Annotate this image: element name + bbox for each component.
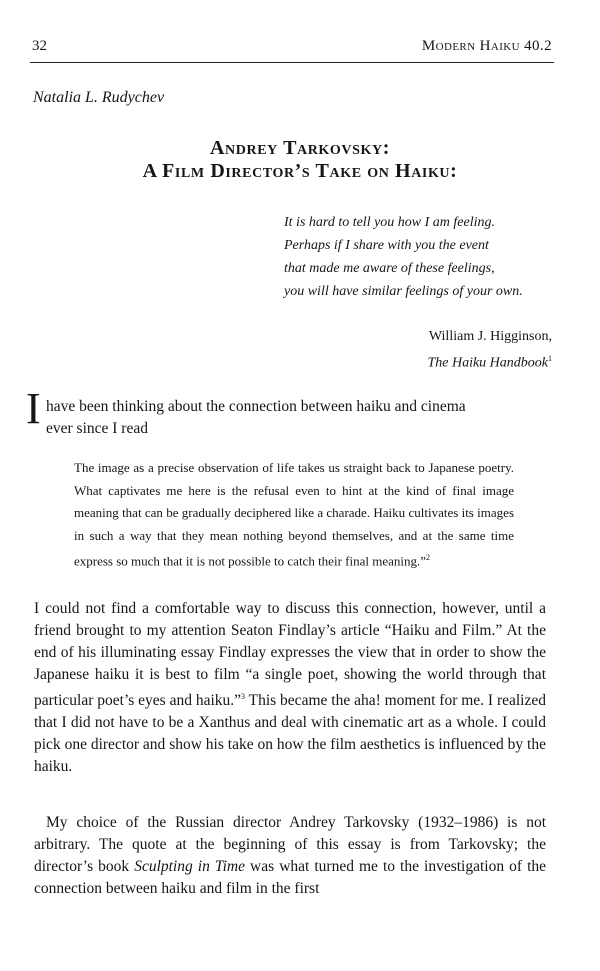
book-title: Sculpting in Time xyxy=(134,858,246,875)
paragraph-text: My choice of the Russian director Andrey Tarkovsky (1932–1986) is not arbitrary. The quote at the beginning of this essay is from Tarkovsky; the director’s book xyxy=(34,814,546,875)
intro-line-1: have been thinking about the connection between haiku and cinema xyxy=(46,398,466,415)
paragraph-text: was what turned me to the investigation of the connection between haiku and film in the first xyxy=(34,858,547,897)
paragraph-text: This became the aha! moment for me. I realized that I did not have to be a Xanthus and deal with cinematic art as a whole. I could pick one director and show his take on how the film aesthetics is influenced by the haiku. xyxy=(34,692,547,776)
paragraph-2 xyxy=(34,812,546,900)
intro-line-2: ever since I read xyxy=(46,420,148,437)
epigraph-attribution xyxy=(427,326,552,375)
epigraph-line: that made me aware of these feelings, xyxy=(284,261,495,276)
running-header xyxy=(30,38,554,63)
drop-cap: I xyxy=(26,384,41,433)
paragraph-text: I could not find a comfortable way to discuss this connection, however, until a friend brought to my attention Seaton Findlay’s article “Haiku and Film.” At the end of his illuminating essay Findlay expresses the view that in order to show the Japanese haiku it is best to film “a single poet, showing the world through that particular poet’s eyes and haiku.” xyxy=(34,600,546,710)
epigraph-source: The Haiku Handbook xyxy=(427,355,548,371)
epigraph-line: It is hard to tell you how I am feeling. xyxy=(284,215,496,230)
journal-title: Modern Haiku 40.2 xyxy=(421,38,552,54)
article-title-line-2: A Film Director’s Take on Haiku: xyxy=(142,160,458,182)
block-quote xyxy=(74,457,514,573)
article-author: Natalia L. Rudychev xyxy=(33,89,165,106)
paragraph-1 xyxy=(34,598,546,778)
footnote-marker: 2 xyxy=(426,553,431,562)
block-quote-text: The image as a precise observation of life takes us straight back to Japanese poetry. What captivates me here is the refusal even to hint at the kind of final image meaning that can be gradually deciphered like a charade. Haiku cultivates its images in such a way that they mean nothing beyond themselves, and at the same time express so much that it is not possible to catch their final meaning.” xyxy=(74,460,514,569)
footnote-marker: 1 xyxy=(548,354,552,363)
epigraph-line: Perhaps if I share with you the event xyxy=(284,238,489,253)
epigraph-line: you will have similar feelings of your own. xyxy=(284,284,523,299)
epigraph xyxy=(284,211,584,303)
page-number: 32 xyxy=(32,38,47,54)
footnote-marker: 3 xyxy=(241,692,246,701)
article-title-line-1: Andrey Tarkovsky: xyxy=(210,137,390,159)
epigraph-author: William J. Higginson, xyxy=(428,329,552,344)
